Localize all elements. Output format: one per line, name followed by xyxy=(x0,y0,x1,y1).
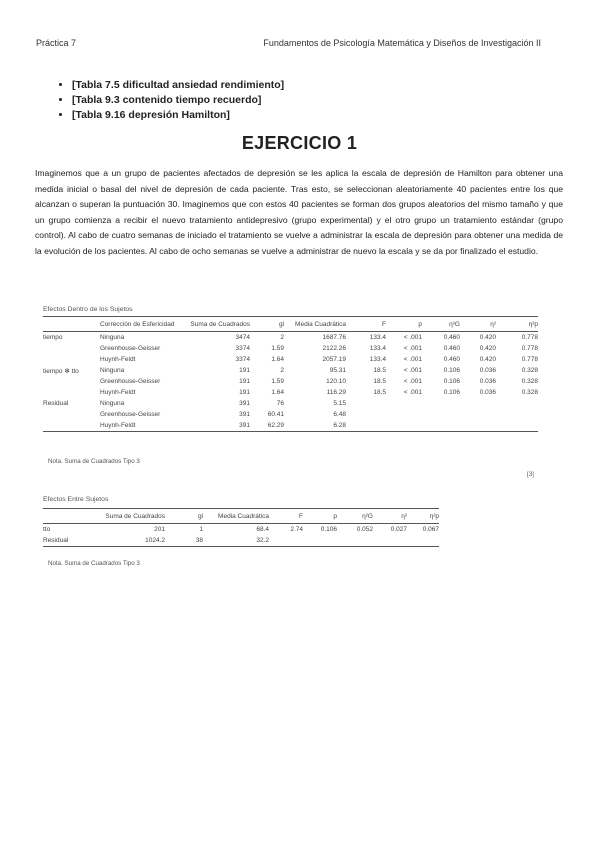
table-row xyxy=(43,398,538,409)
table-row xyxy=(43,332,538,344)
column-header: η²p xyxy=(496,317,538,332)
table-cell: 391 xyxy=(239,400,250,407)
table-cell: Ninguna xyxy=(100,334,125,341)
between-table-note: Nota. Suma de Cuadrados Tipo 3 xyxy=(48,560,140,567)
table-cell: 0.052 xyxy=(356,526,373,533)
table-cell: 0.420 xyxy=(479,334,496,341)
table-cell: 0.460 xyxy=(443,345,460,352)
table-cell xyxy=(460,420,496,432)
table-cell: Ninguna xyxy=(100,400,125,407)
table-cell: 0.420 xyxy=(479,356,496,363)
list-item: • [Tabla 9.3 contenido tiempo recuerdo] xyxy=(72,93,284,108)
table-cell xyxy=(422,409,460,420)
table-cell: 6.48 xyxy=(333,411,346,418)
table-cell: 0.036 xyxy=(479,389,496,396)
list-item: • [Tabla 9.16 depresión Hamilton] xyxy=(72,108,284,123)
column-header: η²G xyxy=(422,317,460,332)
table-cell: 3474 xyxy=(235,334,250,341)
table-cell: 2122.26 xyxy=(322,345,346,352)
table-cell xyxy=(386,420,422,432)
table-cell xyxy=(303,535,337,547)
page-header-right: Fundamentos de Psicología Matemática y Diseños de Investigación II xyxy=(263,38,541,48)
table-cell: 5.15 xyxy=(333,400,346,407)
table-cell xyxy=(43,387,100,398)
table-cell: < .001 xyxy=(403,356,422,363)
column-header: gl xyxy=(165,509,203,524)
table-cell: 0.106 xyxy=(443,389,460,396)
within-table-title: Efectos Dentro de los Sujetos xyxy=(43,306,133,313)
table-cell xyxy=(407,535,439,547)
table-cell: < .001 xyxy=(403,345,422,352)
table-cell: 18.5 xyxy=(373,378,386,385)
column-header: p xyxy=(303,509,337,524)
table-cell xyxy=(422,420,460,432)
table-cell: Residual xyxy=(43,400,69,407)
table-cell: 0.460 xyxy=(443,334,460,341)
table-cell: 191 xyxy=(239,389,250,396)
table-cell: 133.4 xyxy=(369,345,386,352)
table-cell: 391 xyxy=(239,411,250,418)
table-cell: Residual xyxy=(43,535,83,547)
column-header: gl xyxy=(250,317,284,332)
column-header: Suma de Cuadrados xyxy=(83,509,165,524)
table-cell: tto xyxy=(43,526,51,533)
table-cell: 0.420 xyxy=(479,345,496,352)
column-header: Media Cuadrática xyxy=(203,509,269,524)
table-cell: tiempo xyxy=(43,334,63,341)
table-cell: 1.59 xyxy=(271,345,284,352)
table-cell xyxy=(496,409,538,420)
table-cell: 0.067 xyxy=(422,526,439,533)
table-cell: 0.328 xyxy=(521,367,538,374)
within-subjects-table xyxy=(43,316,538,432)
column-header: η² xyxy=(460,317,496,332)
table-cell xyxy=(346,398,386,409)
table-cell: 0.778 xyxy=(521,334,538,341)
table-cell: 1.64 xyxy=(271,389,284,396)
table-cell: 0.106 xyxy=(320,526,337,533)
table-row xyxy=(43,387,538,398)
column-header: Corrección de Esfericidad xyxy=(100,317,188,332)
table-cell: < .001 xyxy=(403,367,422,374)
page-header-left: Práctica 7 xyxy=(36,38,77,48)
table-cell: 0.328 xyxy=(521,378,538,385)
exercise-statement: Imaginemos que a un grupo de pacientes afectados de depresión se les aplica la escala de depresión de Hamilton para obtener una medida inicial o basal del nivel de depresión de cada paciente. Tras esto, se seleccionan aleatoriamente 40 pacientes entre los que alcanzan o superan la puntuación 30. Imaginemos que con estos 40 pacientes se forman dos grupos aleatorios del mismo tamaño y que un grupo comienza a recibir el nuevo tratamiento antidepresivo (grupo experimental) y el otro grupo un tratamiento estándar (grupo control). Al cabo de cuatro semanas de iniciado el tratamiento se vuelve a administrar la escala de depresión para obtener una medida de la evolución de los pacientes. Al cabo de ocho semanas se vuelve a administrar de nuevo la escala y se da por finalizado el estudio. xyxy=(35,168,563,256)
table-cell: tiempo ✻ tto xyxy=(43,367,79,375)
column-header xyxy=(43,509,83,524)
table-cell: 120.10 xyxy=(326,378,346,385)
table-cell: 133.4 xyxy=(369,356,386,363)
table-cell: Greenhouse-Geisser xyxy=(100,411,161,418)
table-row xyxy=(43,409,538,420)
table-cell: 18.5 xyxy=(373,389,386,396)
table-cell: 3374 xyxy=(235,356,250,363)
table-cell: 191 xyxy=(239,378,250,385)
table-cell: 68.4 xyxy=(256,526,269,533)
table-cell: 0.328 xyxy=(521,389,538,396)
table-cell: 38 xyxy=(165,535,203,547)
table-cell: < .001 xyxy=(403,334,422,341)
table-cell xyxy=(460,409,496,420)
table-cell: 0.027 xyxy=(390,526,407,533)
table-cell: 2 xyxy=(280,334,284,341)
table-cell xyxy=(373,535,407,547)
table-cell xyxy=(346,420,386,432)
table-cell: 2 xyxy=(280,367,284,374)
table-cell: 201 xyxy=(154,526,165,533)
table-header-row xyxy=(43,509,439,524)
column-header: F xyxy=(346,317,386,332)
column-header: F xyxy=(269,509,303,524)
table-row xyxy=(43,524,439,536)
table-cell: 1.64 xyxy=(271,356,284,363)
table-cell xyxy=(496,420,538,432)
table-cell xyxy=(43,420,100,432)
table-cell: Greenhouse-Geisser xyxy=(100,378,161,385)
table-cell: Huynh-Feldt xyxy=(100,420,188,432)
table-header-row xyxy=(43,317,538,332)
table-cell: 391 xyxy=(188,420,250,432)
column-header: Suma de Cuadrados xyxy=(188,317,250,332)
table-row xyxy=(43,354,538,365)
between-table-body xyxy=(43,524,439,547)
table-cell: 0.036 xyxy=(479,378,496,385)
table-cell: Greenhouse-Geisser xyxy=(100,345,161,352)
table-reference-list xyxy=(50,78,284,123)
column-header: Media Cuadrática xyxy=(284,317,346,332)
table-cell: 0.106 xyxy=(443,378,460,385)
table-cell: 6.28 xyxy=(284,420,346,432)
table-cell xyxy=(460,398,496,409)
table-row xyxy=(43,535,439,547)
table-cell: < .001 xyxy=(403,389,422,396)
column-header: η² xyxy=(373,509,407,524)
table-cell: < .001 xyxy=(403,378,422,385)
table-cell: 60.41 xyxy=(267,411,284,418)
table-cell xyxy=(496,398,538,409)
table-cell: 0.036 xyxy=(479,367,496,374)
table-cell: 0.778 xyxy=(521,345,538,352)
exercise-title: EJERCICIO 1 xyxy=(241,133,358,153)
table-cell: 62.29 xyxy=(250,420,284,432)
within-table-body xyxy=(43,332,538,432)
reference-marker: [3] xyxy=(527,471,534,478)
table-cell: 133.4 xyxy=(369,334,386,341)
table-cell: 0.778 xyxy=(521,356,538,363)
table-cell: 2057.19 xyxy=(322,356,346,363)
table-cell xyxy=(337,535,373,547)
table-cell: 0.460 xyxy=(443,356,460,363)
table-row xyxy=(43,365,538,376)
within-table-note: Nota. Suma de Cuadrados Tipo 3 xyxy=(48,458,140,465)
table-cell: Huynh-Feldt xyxy=(100,356,136,363)
column-header xyxy=(43,317,100,332)
column-header: η²p xyxy=(407,509,439,524)
between-table-title: Efectos Entre Sujetos xyxy=(43,496,109,503)
table-cell: 1.59 xyxy=(271,378,284,385)
table-cell xyxy=(43,376,100,387)
table-cell: 3374 xyxy=(235,345,250,352)
table-cell xyxy=(346,409,386,420)
table-cell: 0.106 xyxy=(443,367,460,374)
table-cell: Huynh-Feldt xyxy=(100,389,136,396)
table-cell: 18.5 xyxy=(373,367,386,374)
table-cell xyxy=(43,409,100,420)
table-cell: 1024.2 xyxy=(83,535,165,547)
table-cell: 32.2 xyxy=(203,535,269,547)
column-header: p xyxy=(386,317,422,332)
table-cell xyxy=(386,409,422,420)
table-cell: 1687.76 xyxy=(322,334,346,341)
table-cell xyxy=(43,343,100,354)
list-item: • [Tabla 7.5 dificultad ansiedad rendimiento] xyxy=(72,78,284,93)
table-cell: Ninguna xyxy=(100,367,125,374)
table-cell: 191 xyxy=(239,367,250,374)
between-subjects-table xyxy=(43,508,439,547)
column-header: η²G xyxy=(337,509,373,524)
table-cell xyxy=(386,398,422,409)
table-cell: 1 xyxy=(199,526,203,533)
table-row xyxy=(43,420,538,432)
table-cell: 76 xyxy=(276,400,284,407)
table-row xyxy=(43,376,538,387)
table-cell xyxy=(422,398,460,409)
table-cell: 95.31 xyxy=(329,367,346,374)
table-row xyxy=(43,343,538,354)
table-cell xyxy=(43,354,100,365)
table-cell: 2.74 xyxy=(290,526,303,533)
table-cell: 116.29 xyxy=(326,389,346,396)
table-cell xyxy=(269,535,303,547)
